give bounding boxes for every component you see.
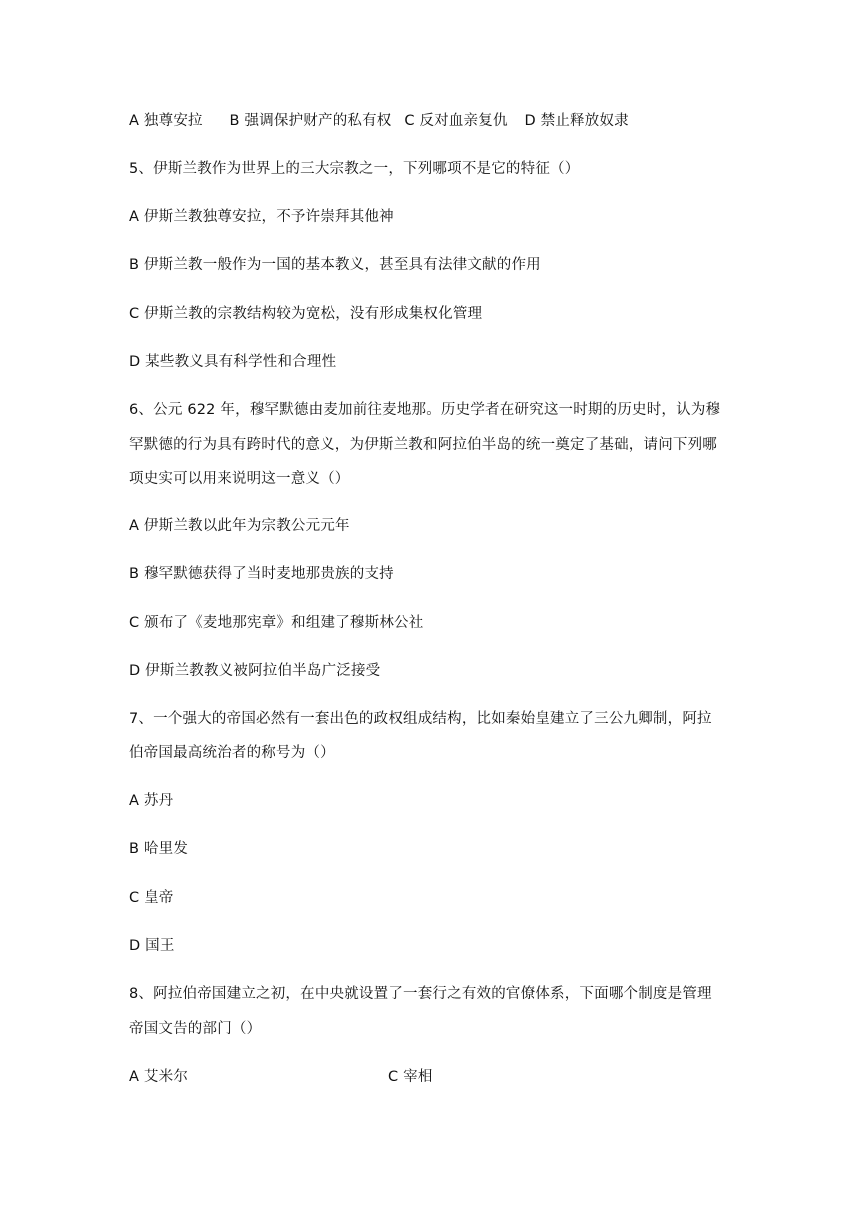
q6-option-d: D 伊斯兰教教义被阿拉伯半岛广泛接受 [129, 663, 381, 679]
q4-option-c: C 反对血亲复仇 [404, 113, 508, 129]
q7-stem-line1: 7、一个强大的帝国必然有一套出色的政权组成结构，比如秦始皇建立了三公九卿制，阿拉 [129, 711, 712, 727]
q7-stem-line2: 伯帝国最高统治者的称号为（） [129, 745, 335, 761]
q8-option-c: C 宰相 [388, 1069, 433, 1085]
q6-option-a: A 伊斯兰教以此年为宗教公元元年 [129, 518, 350, 534]
q4-option-d: D 禁止释放奴隶 [524, 113, 629, 129]
q5-stem: 5、伊斯兰教作为世界上的三大宗教之一，下列哪项不是它的特征（） [129, 161, 580, 177]
q8-option-a: A 艾米尔 [129, 1069, 189, 1085]
q5-option-c: C 伊斯兰教的宗教结构较为宽松，没有形成集权化管理 [129, 306, 483, 322]
q8-stem-line1: 8、阿拉伯帝国建立之初，在中央就设置了一套行之有效的官僚体系，下面哪个制度是管理 [129, 986, 712, 1002]
q5-option-b: B 伊斯兰教一般作为一国的基本教义，甚至具有法律文献的作用 [129, 257, 541, 273]
q7-option-b: B 哈里发 [129, 841, 189, 857]
q6-stem-line1: 6、公元 622 年，穆罕默德由麦加前往麦地那。历史学者在研究这一时期的历史时，认为穆 [129, 402, 721, 418]
q5-option-d: D 某些教义具有科学性和合理性 [129, 354, 337, 370]
q7-option-d: D 国王 [129, 938, 175, 954]
q6-option-c: C 颁布了《麦地那宪章》和组建了穆斯林公社 [129, 615, 424, 631]
q4-options-row [129, 112, 739, 130]
q7-option-a: A 苏丹 [129, 793, 174, 809]
q5-option-a: A 伊斯兰教独尊安拉，不予许崇拜其他神 [129, 209, 394, 225]
q6-option-b: B 穆罕默德获得了当时麦地那贵族的支持 [129, 566, 394, 582]
q6-stem-line3: 项史实可以用来说明这一意义（） [129, 471, 350, 487]
q4-option-a: A 独尊安拉 [129, 113, 203, 129]
q6-stem-line2: 罕默德的行为具有跨时代的意义，为伊斯兰教和阿拉伯半岛的统一奠定了基础，请问下列哪 [129, 437, 717, 453]
q7-option-c: C 皇帝 [129, 890, 174, 906]
q8-stem-line2: 帝国文告的部门（） [129, 1021, 262, 1037]
q4-option-b: B 强调保护财产的私有权 [229, 113, 392, 129]
